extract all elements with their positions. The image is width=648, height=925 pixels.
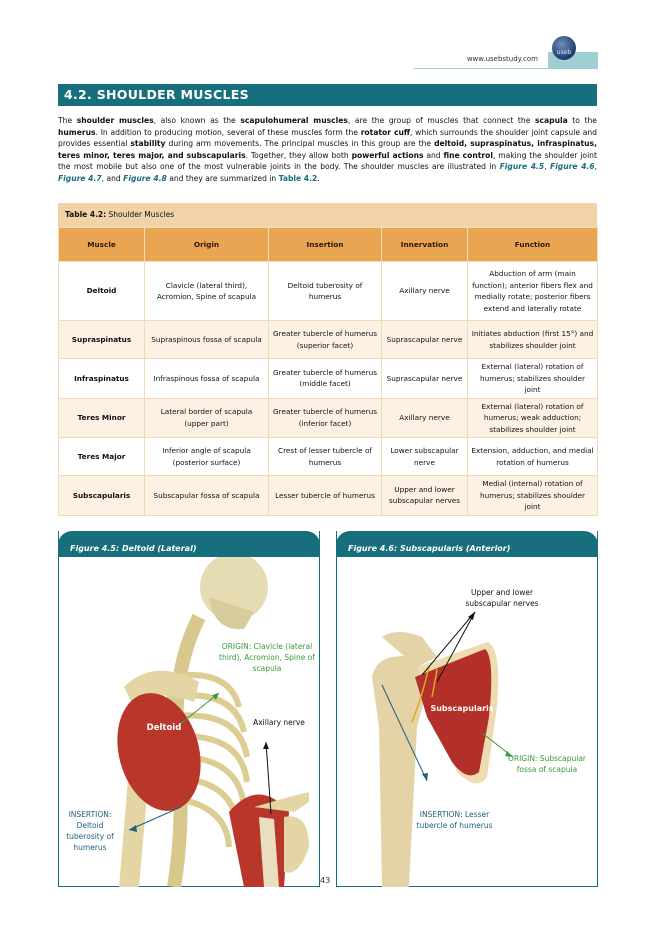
section-title: 4.2. SHOULDER MUSCLES — [58, 84, 597, 106]
website-url[interactable]: www.usebstudy.com — [466, 55, 538, 63]
intro-paragraph: The shoulder muscles, also known as the scapulohumeral muscles, are the group of muscles that connect the scapula to the humerus. In addition to producing motion, several of these muscles form the rotator cuff, which surrounds the shoulder joint capsule and provides essential stability during arm movements. The principal muscles in this group are the deltoid, supraspinatus, infraspinatus, teres minor, teres major, and subscapularis. Together, they allow both powerful actions and fine control, making the shoulder joint the most mobile but also one of the most vulnerable joints in the body. The shoulder muscles are illustrated in Figure 4.5, Figure 4.6, Figure 4.7, and Figure 4.8 and they are summarized in Table 4.2. — [58, 116, 598, 183]
muscle-label: Subscapularis — [430, 704, 494, 713]
muscle-label: Deltoid — [146, 723, 182, 733]
table-row: Supraspinatus Supraspinous fossa of scapula Greater tubercle of humerus (superior facet) Suprascapular nerve Initiates abduction (first 15°) and stabilizes shoulder joint — [59, 321, 598, 359]
shoulder-muscles-table — [58, 203, 597, 516]
col-header: Function — [468, 228, 598, 262]
useb-logo: useb — [552, 36, 576, 60]
table-header-row — [59, 228, 598, 262]
table-row: Teres Major Inferior angle of scapula (posterior surface) Crest of lesser tubercle of humerus Lower subscapular nerve Extension, adduction, and medial rotation of humerus — [59, 438, 598, 476]
insertion-label: INSERTION: Deltoid tuberosity of humerus — [66, 810, 114, 852]
page-number: 43 — [320, 876, 331, 885]
figure-link[interactable]: Figure 4.8 — [123, 173, 167, 183]
origin-label: ORIGIN: Clavicle (lateral third), Acromion, Spine of scapula — [219, 642, 315, 673]
col-header: Muscle — [59, 228, 145, 262]
header-rule — [414, 68, 598, 69]
figure-subscapularis — [336, 531, 598, 887]
figure-link[interactable]: Figure 4.7 — [58, 173, 102, 183]
insertion-label: INSERTION: Lesser tubercle of humerus — [416, 810, 493, 830]
figure-link[interactable]: Figure 4.5 — [499, 162, 545, 172]
figure-caption: Figure 4.6: Subscapularis (Anterior) — [336, 531, 598, 557]
table-row: Subscapularis Subscapular fossa of scapula Lesser tubercle of humerus Upper and lower subscapular nerves Medial (internal) rotation of humerus; stabilizes shoulder joint — [59, 476, 598, 516]
figure-deltoid — [58, 531, 320, 887]
col-header: Insertion — [269, 228, 382, 262]
table-caption: Table 4.2: Shoulder Muscles — [58, 203, 597, 227]
col-header: Origin — [145, 228, 269, 262]
nerve-label: Upper and lower subscapular nerves — [465, 588, 539, 608]
figure-link[interactable]: Figure 4.6 — [550, 162, 595, 172]
table-row: Deltoid Clavicle (lateral third), Acromion, Spine of scapula Deltoid tuberosity of humerus Axillary nerve Abduction of arm (main function); anterior fibers flex and medially rotate; posterior fibers extend and laterally rotate — [59, 262, 598, 321]
nerve-label: Axillary nerve — [253, 718, 305, 727]
figure-caption: Figure 4.5: Deltoid (Lateral) — [58, 531, 320, 557]
col-header: Innervation — [382, 228, 468, 262]
table-row: Infraspinatus Infraspinous fossa of scapula Greater tubercle of humerus (middle facet) Suprascapular nerve External (lateral) rotation of humerus; stabilizes shoulder joint — [59, 359, 598, 399]
origin-label: ORIGIN: Subscapular fossa of scapula — [507, 754, 587, 774]
table-row: Teres Minor Lateral border of scapula (upper part) Greater tubercle of humerus (inferior facet) Axillary nerve External (lateral) rotation of humerus; weak adduction; stabilizes shoulder joint — [59, 398, 598, 438]
table-link[interactable]: Table 4.2 — [278, 173, 318, 183]
